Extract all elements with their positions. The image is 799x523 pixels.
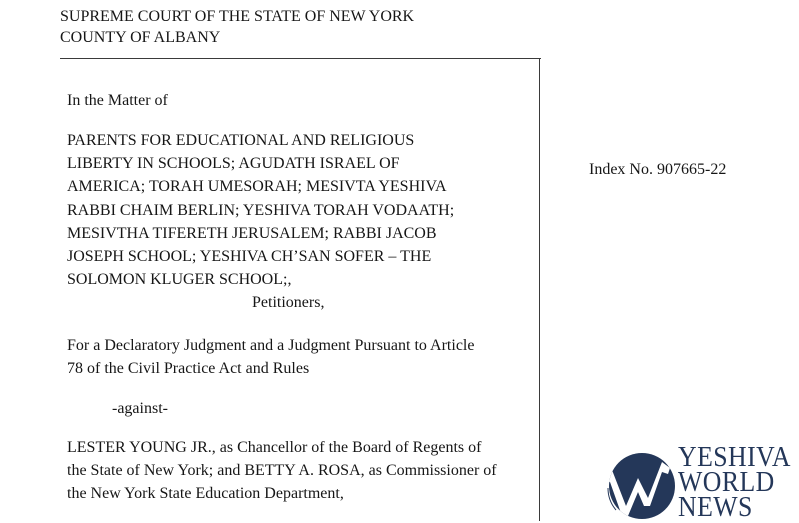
court-county: COUNTY OF ALBANY bbox=[60, 29, 221, 46]
logo-wordmark bbox=[678, 442, 791, 523]
respondent-line: the New York State Education Department, bbox=[67, 485, 344, 503]
petitioner-parties bbox=[67, 131, 454, 293]
yeshiva-world-news-watermark bbox=[604, 444, 799, 521]
petitioner-line: AMERICA; TORAH UMESORAH; MESIVTA YESHIVA bbox=[67, 178, 447, 196]
court-header bbox=[60, 7, 414, 49]
petitioner-line: SOLOMON KLUGER SCHOOL;, bbox=[67, 271, 292, 289]
petitioner-line: RABBI CHAIM BERLIN; YESHIVA TORAH VODAATH; bbox=[67, 201, 455, 219]
relief-line: For a Declaratory Judgment and a Judgment Pursuant to Article bbox=[67, 337, 475, 354]
respondent-parties bbox=[67, 438, 497, 508]
petitioner-line: PARENTS FOR EDUCATIONAL AND RELIGIOUS bbox=[67, 132, 415, 149]
yeshiva-world-news-logo-icon bbox=[604, 448, 676, 520]
respondent-line: LESTER YOUNG JR., as Chancellor of the Board of Regents of bbox=[67, 439, 482, 456]
index-number: Index No. 907665-22 bbox=[589, 161, 727, 178]
matter-intro: In the Matter of bbox=[67, 92, 168, 109]
respondent-line: the State of New York; and BETTY A. ROSA, as Commissioner of bbox=[67, 462, 497, 480]
logo-word-news: NEWS bbox=[678, 492, 753, 523]
logo-word-yeshiva: YESHIVA bbox=[678, 442, 791, 473]
petitioner-line: MESIVTHA TIFERETH JERUSALEM; RABBI JACOB bbox=[67, 224, 437, 242]
caption-right-rule bbox=[539, 58, 540, 521]
relief-line: 78 of the Civil Practice Act and Rules bbox=[67, 360, 310, 378]
petitioner-line: LIBERTY IN SCHOOLS; AGUDATH ISRAEL OF bbox=[67, 155, 400, 173]
caption-top-rule bbox=[60, 58, 541, 59]
petitioners-label: Petitioners, bbox=[252, 294, 325, 311]
against-label: -against- bbox=[112, 400, 168, 417]
relief-sought bbox=[67, 336, 474, 382]
court-name: SUPREME COURT OF THE STATE OF NEW YORK bbox=[60, 8, 415, 25]
petitioner-line: JOSEPH SCHOOL; YESHIVA CH’SAN SOFER – THE bbox=[67, 247, 432, 265]
logo-word-world: WORLD bbox=[678, 467, 775, 498]
